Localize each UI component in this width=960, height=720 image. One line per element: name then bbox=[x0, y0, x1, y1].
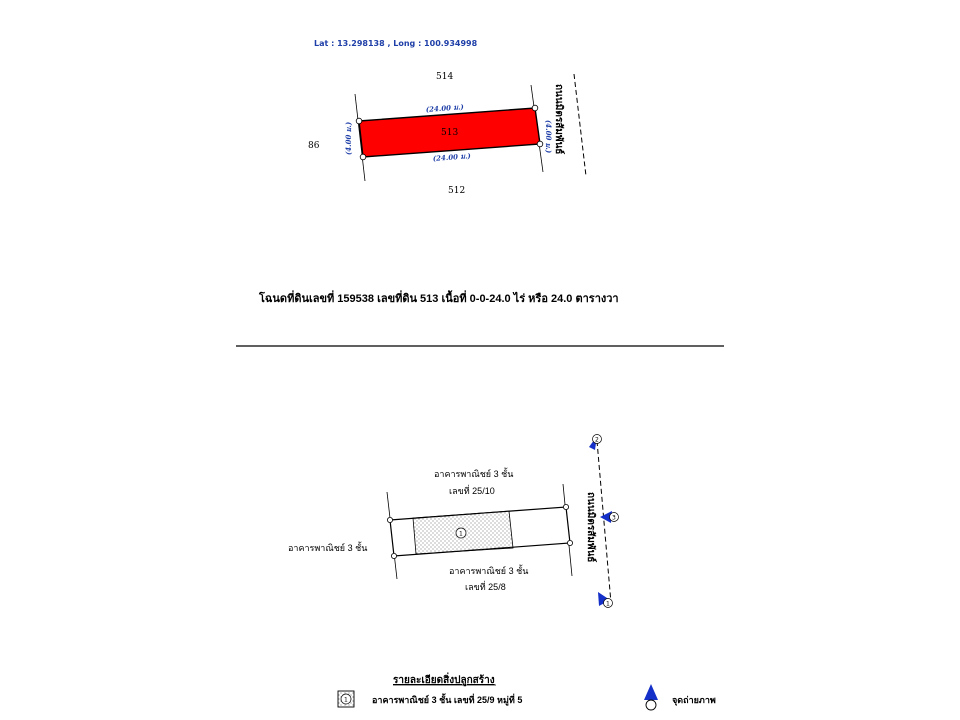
south-building-label-2: เลขที่ 25/8 bbox=[465, 582, 506, 592]
coordinates-label: Lat : 13.298138 , Long : 100.934998 bbox=[314, 39, 478, 48]
road-name-top: ถนนมิตรสัมพันธ์ bbox=[553, 84, 564, 155]
deed-description: โฉนดที่ดินเลขที่ 159538 เลขที่ดิน 513 เนื้อที่ 0-0-24.0 ไร่ หรือ 24.0 ตารางวา bbox=[259, 293, 619, 305]
svg-text:2: 2 bbox=[595, 436, 599, 444]
svg-text:3: 3 bbox=[612, 514, 616, 522]
building-marker-number: 1 bbox=[459, 530, 463, 538]
legend-building-marker-number: 1 bbox=[344, 696, 348, 704]
photo-point-2 bbox=[589, 435, 602, 451]
west-building-label: อาคารพาณิชย์ 3 ชั้น bbox=[288, 543, 368, 553]
parcel-number-label: 513 bbox=[441, 128, 459, 138]
corner-marker bbox=[391, 553, 396, 558]
legend-title: รายละเอียดสิ่งปลูกสร้าง bbox=[393, 675, 495, 686]
north-building-label-2: เลขที่ 25/10 bbox=[449, 486, 495, 496]
corner-marker bbox=[360, 154, 366, 160]
south-building-label-1: อาคารพาณิชย์ 3 ชั้น bbox=[449, 566, 529, 576]
corner-marker bbox=[387, 517, 392, 522]
legend-photo-icon bbox=[644, 684, 658, 710]
road-name-bottom: ถนนมิตรสัมพันธ์ bbox=[585, 492, 596, 563]
west-parcel-label: 86 bbox=[308, 141, 320, 151]
legend-photo-label: จุดถ่ายภาพ bbox=[672, 695, 716, 705]
legend-building-text: อาคารพาณิชย์ 3 ชั้น เลขที่ 25/9 หมู่ที่ 5 bbox=[372, 695, 523, 705]
north-building-label-1: อาคารพาณิชย์ 3 ชั้น bbox=[434, 469, 514, 479]
dimension-top: (24.00 ม.) bbox=[425, 102, 465, 114]
corner-marker bbox=[356, 118, 362, 124]
south-parcel-label: 512 bbox=[448, 186, 466, 196]
dimension-bottom: (24.00 ม.) bbox=[432, 151, 472, 163]
plan-road-line bbox=[597, 441, 611, 603]
corner-marker bbox=[567, 540, 572, 545]
svg-text:1: 1 bbox=[606, 600, 610, 608]
corner-marker bbox=[532, 105, 538, 111]
corner-marker bbox=[537, 141, 543, 147]
corner-marker bbox=[563, 504, 568, 509]
dimension-left: (4.00 ม.) bbox=[344, 121, 353, 155]
road-line bbox=[574, 74, 586, 176]
north-parcel-label: 514 bbox=[436, 72, 454, 82]
dimension-right: (4.00 ม.) bbox=[544, 120, 553, 154]
